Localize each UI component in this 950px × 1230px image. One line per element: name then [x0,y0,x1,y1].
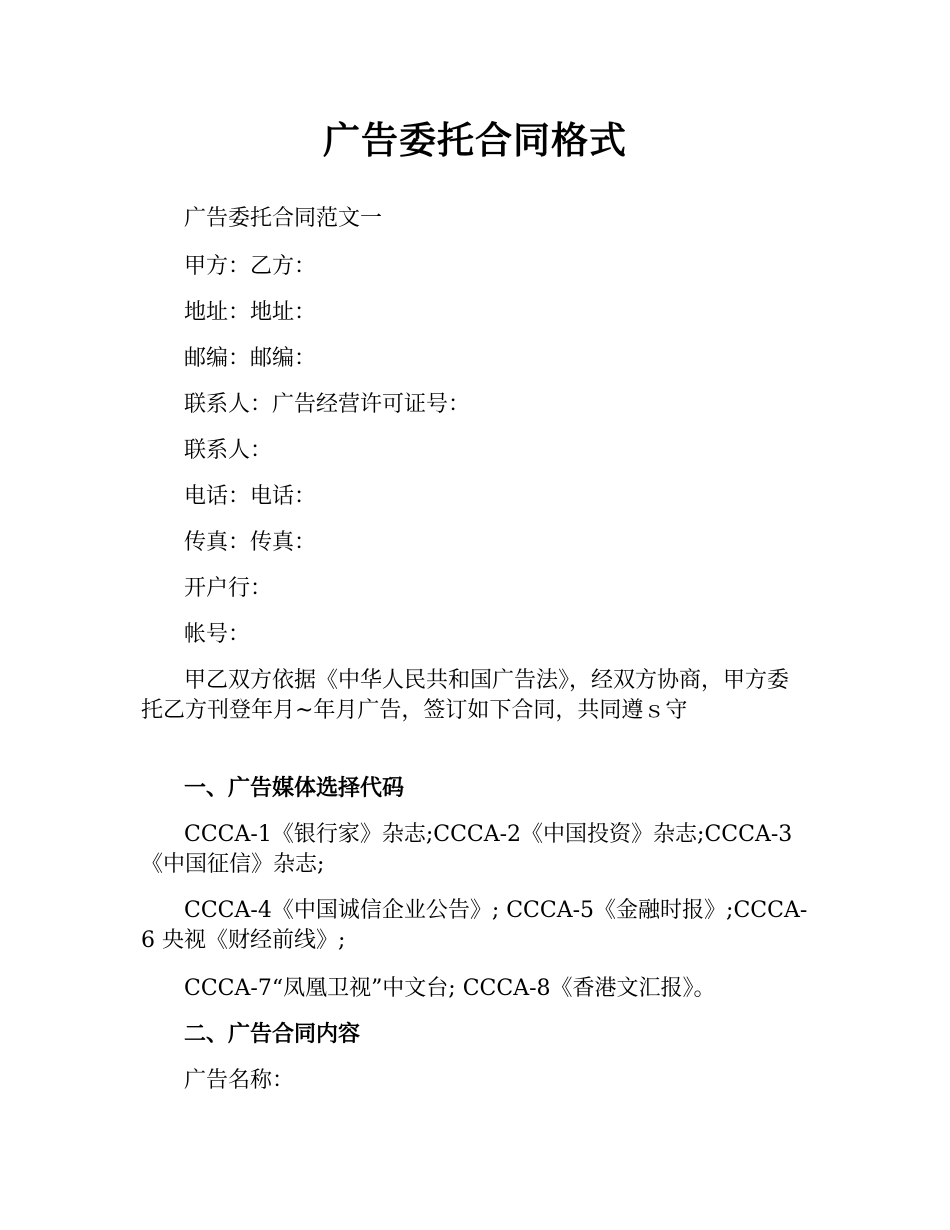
section1-heading: 一、广告媒体选择代码 [184,776,405,801]
media-list-line-2: CCCA-4《中国诚信企业公告》; CCCA-5《金融时报》;CCCA-6 央视《财经前线》; [141,898,808,953]
field-fax: 传真：传真： [184,530,317,555]
field-phone: 电话：电话： [184,484,317,509]
field-account: 帐号： [184,622,251,647]
field-address: 地址：地址： [184,300,317,325]
field-parties: 甲方：乙方： [184,254,317,279]
document-title: 广告委托合同格式 [323,119,627,162]
field-contact: 联系人： [184,438,273,463]
intro-paragraph: 甲乙双方依据《中华人民共和国广告法》，经双方协商，甲方委托乙方刊登年月~年月广告，签订如下合同，共同遵ｓ守 [141,668,790,723]
media-list-line-1: CCCA-1《银行家》杂志;CCCA-2《中国投资》杂志;CCCA-3《中国征信》杂志; [141,822,793,877]
media-list-line-3: CCCA-7“凤凰卫视”中文台; CCCA-8《香港文汇报》。 [184,976,716,1001]
field-ad-name: 广告名称： [184,1068,295,1093]
document-subtitle: 广告委托合同范文一 [184,206,383,231]
field-bank: 开户行： [184,576,273,601]
field-contact-license: 联系人：广告经营许可证号： [184,392,471,417]
section2-heading: 二、广告合同内容 [184,1022,361,1047]
field-postcode: 邮编：邮编： [184,346,317,371]
